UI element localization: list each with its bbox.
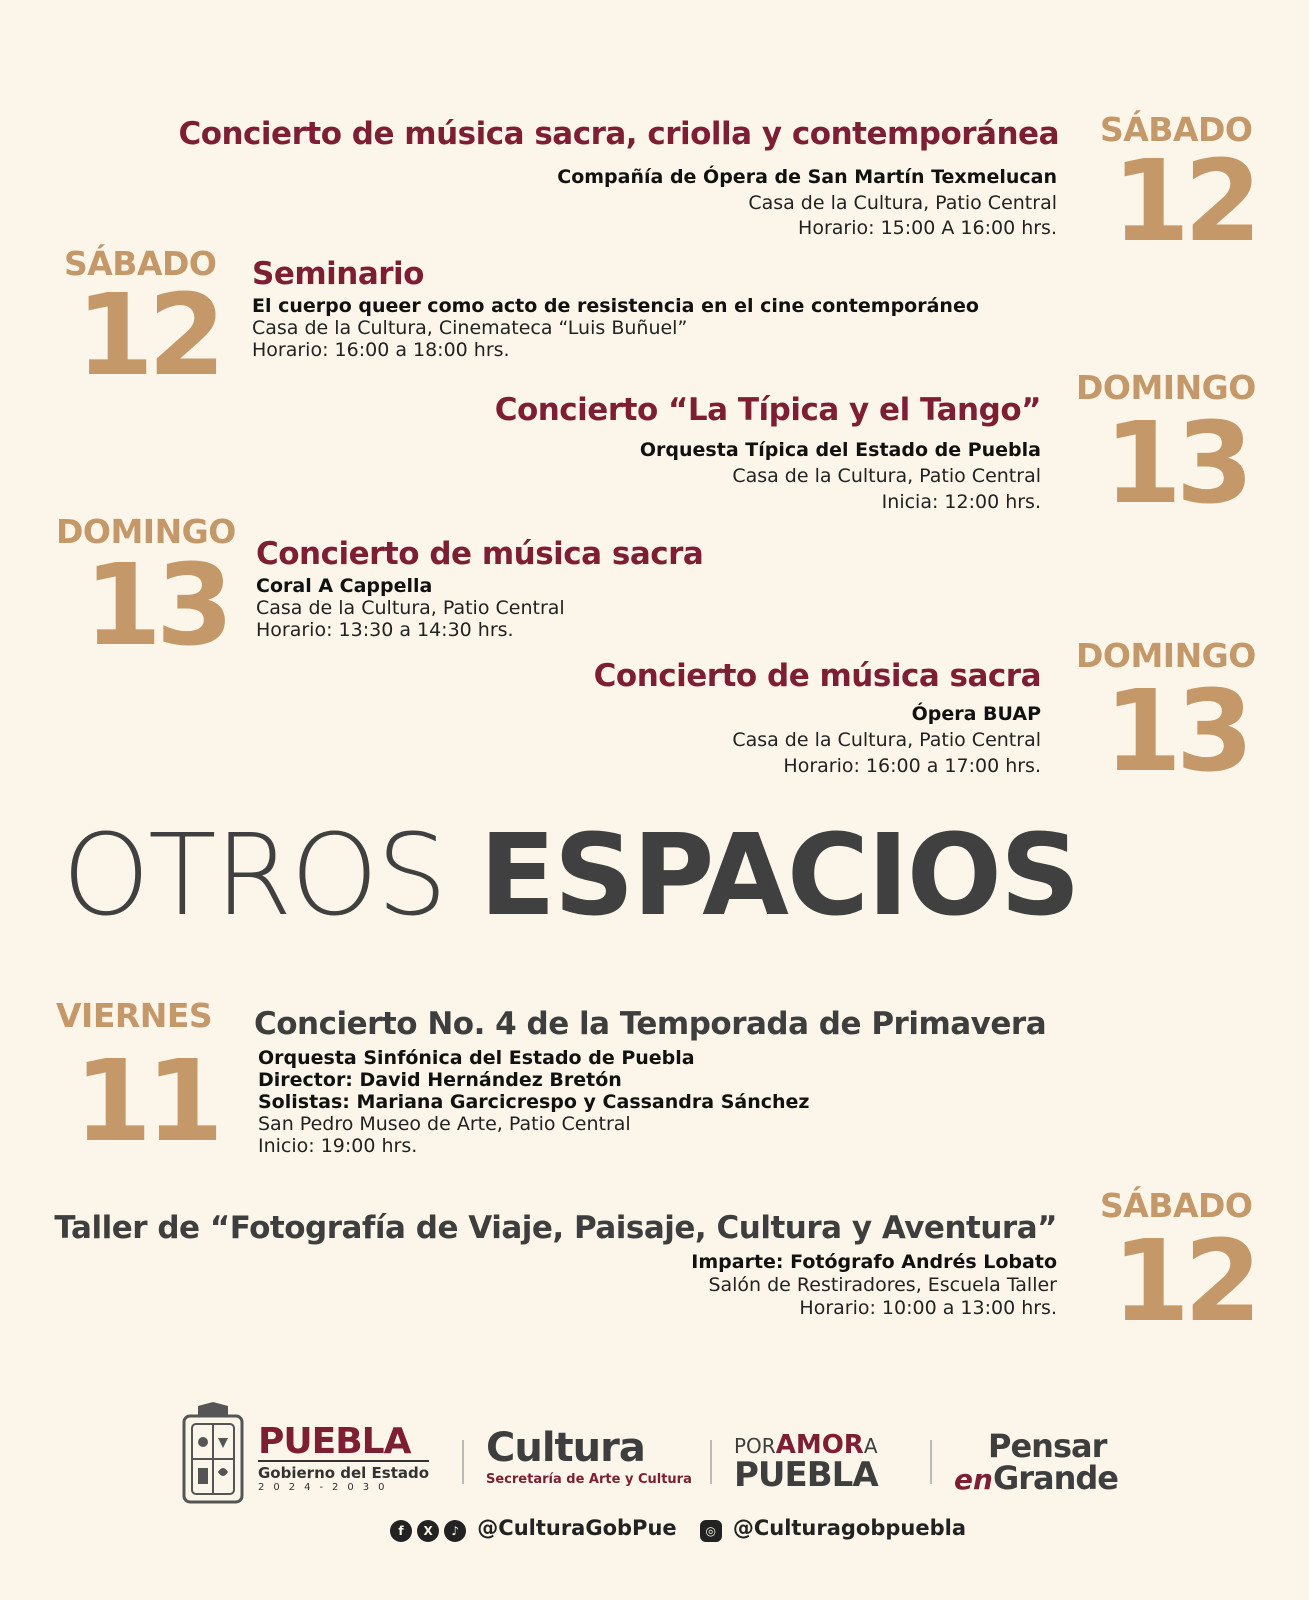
event-venue: Casa de la Cultura, Patio Central [748, 192, 1057, 214]
x-icon[interactable]: X [417, 1520, 439, 1542]
event-line-3: Solistas: Mariana Garcicrespo y Cassandra Sánchez [258, 1091, 810, 1113]
puebla-logo-sub: Gobierno del Estado [258, 1460, 429, 1482]
day-name: SÁBADO [1100, 1186, 1253, 1225]
logo-divider [710, 1440, 712, 1484]
day-number: 11 [74, 1037, 218, 1167]
facebook-icon[interactable]: f [390, 1520, 412, 1542]
event-title: Concierto de música sacra [593, 658, 1041, 694]
pensar-logo [954, 1427, 1118, 1497]
event-time: Horario: 16:00 a 17:00 hrs. [783, 755, 1041, 777]
event-title: Concierto de música sacra, criolla y contemporánea [178, 116, 1059, 152]
event-performer: Compañía de Ópera de San Martín Texmelucan [557, 166, 1057, 188]
social-handle-2[interactable]: @Culturagobpuebla [732, 1516, 967, 1540]
cultura-logo-name: Cultura [486, 1425, 645, 1471]
section-heading-light: OTROS [62, 811, 446, 941]
day-number: 13 [84, 541, 228, 671]
event-time: Horario: 13:30 a 14:30 hrs. [256, 619, 514, 641]
pensar-text: Pensar [988, 1427, 1107, 1465]
a-text: A [863, 1434, 878, 1458]
amor-text: AMOR [775, 1430, 864, 1460]
en-text: en [954, 1463, 993, 1496]
instagram-icon[interactable]: ◎ [700, 1520, 722, 1542]
event-performer: El cuerpo queer como acto de resistencia en el cine contemporáneo [252, 295, 979, 317]
section-heading [62, 811, 1079, 941]
day-number: 12 [1112, 1217, 1256, 1347]
puebla-logo-name: PUEBLA [258, 1421, 411, 1462]
event-time: Inicio: 19:00 hrs. [258, 1135, 418, 1157]
day-name: DOMINGO [56, 512, 236, 551]
event-title: Concierto de música sacra [256, 536, 704, 572]
por-amor-puebla-text: PUEBLA [734, 1455, 878, 1495]
puebla-logo [258, 1421, 430, 1493]
cultura-logo-sub: Secretaría de Arte y Cultura [486, 1472, 692, 1487]
event-title: Concierto “La Típica y el Tango” [494, 392, 1041, 428]
section-heading-bold: ESPACIOS [479, 811, 1079, 941]
logo-divider [930, 1440, 932, 1484]
puebla-logo-years: 2024-2030 [258, 1482, 394, 1493]
event-performer: Ópera BUAP [911, 703, 1041, 725]
social-row [390, 1516, 966, 1542]
day-name: SÁBADO [1100, 110, 1253, 149]
event-line-1: Orquesta Sinfónica del Estado de Puebla [258, 1047, 695, 1069]
event-time: Horario: 15:00 A 16:00 hrs. [798, 217, 1057, 239]
event-venue: Casa de la Cultura, Patio Central [732, 465, 1041, 487]
event-time: Inicia: 12:00 hrs. [881, 491, 1041, 513]
logo-divider [462, 1440, 464, 1484]
event-venue: Casa de la Cultura, Patio Central [732, 729, 1041, 751]
grande-text: Grande [992, 1459, 1118, 1497]
day-name: DOMINGO [1076, 368, 1256, 407]
event-venue: Casa de la Cultura, Patio Central [256, 597, 565, 619]
day-number: 12 [1112, 137, 1256, 267]
day-number: 13 [1104, 399, 1248, 529]
event-time: Horario: 16:00 a 18:00 hrs. [252, 339, 510, 361]
coat-of-arms-icon [178, 1402, 248, 1510]
event-performer: Orquesta Típica del Estado de Puebla [639, 439, 1041, 461]
event-title: Concierto No. 4 de la Temporada de Primavera [254, 1006, 1047, 1042]
event-line-2: Director: David Hernández Bretón [258, 1069, 622, 1091]
tiktok-icon[interactable]: ♪ [444, 1520, 466, 1542]
cultura-logo [486, 1425, 692, 1487]
day-name: DOMINGO [1076, 636, 1256, 675]
event-performer: Coral A Cappella [256, 575, 433, 597]
por-text: POR [734, 1434, 776, 1458]
event-title: Seminario [252, 256, 424, 292]
event-line-1: Imparte: Fotógrafo Andrés Lobato [691, 1251, 1057, 1273]
day-name: VIERNES [56, 996, 213, 1035]
event-venue: San Pedro Museo de Arte, Patio Central [258, 1113, 631, 1135]
event-venue: Casa de la Cultura, Cinemateca “Luis Buñuel” [252, 317, 688, 339]
day-number: 12 [76, 271, 220, 401]
day-number: 13 [1104, 667, 1248, 797]
por-amor-logo [734, 1430, 878, 1495]
event-time: Horario: 10:00 a 13:00 hrs. [799, 1297, 1057, 1319]
social-handle-1[interactable]: @CulturaGobPue [477, 1516, 677, 1540]
event-venue: Salón de Restiradores, Escuela Taller [708, 1274, 1057, 1296]
event-title: Taller de “Fotografía de Viaje, Paisaje, Cultura y Aventura” [54, 1210, 1057, 1246]
day-name: SÁBADO [64, 244, 217, 283]
